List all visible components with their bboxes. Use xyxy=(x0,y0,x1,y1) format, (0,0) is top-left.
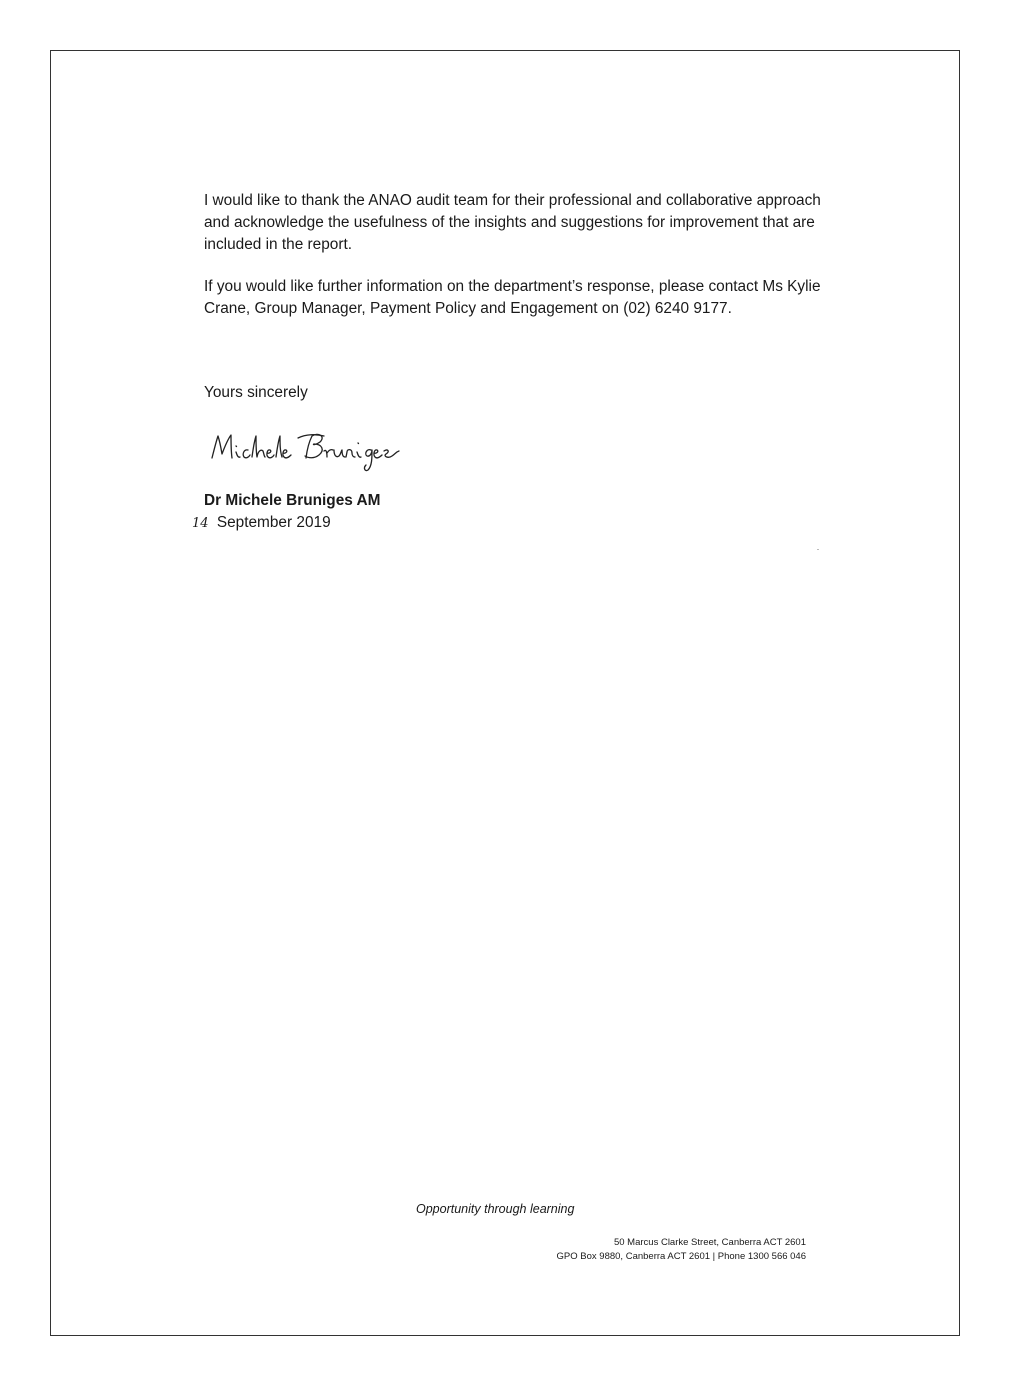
footer-address xyxy=(557,1236,806,1264)
body-paragraph-thanks: I would like to thank the ANAO audit team for their professional and collaborative approach and acknowledge the usefulness of the insights and suggestions for improvement that are included in the report. xyxy=(204,192,821,253)
footer-tagline: Opportunity through learning xyxy=(416,1202,575,1216)
date-day-handwritten: 14 xyxy=(192,516,209,531)
letter-date xyxy=(192,512,331,535)
scan-speck xyxy=(817,549,819,550)
address-line-postal-phone: GPO Box 9880, Canberra ACT 2601 | Phone 1300 566 046 xyxy=(556,1251,806,1262)
closing-salutation: Yours sincerely xyxy=(204,384,308,401)
date-month-year: September 2019 xyxy=(216,514,331,531)
address-line-street: 50 Marcus Clarke Street, Canberra ACT 2601 xyxy=(613,1237,806,1248)
signer-name: Dr Michele Bruniges AM xyxy=(204,492,381,509)
handwritten-signature xyxy=(206,424,416,476)
body-paragraph-contact: If you would like further information on the department’s response, please contact Ms Kylie Crane, Group Manager, Payment Policy and Engagement on (02) 6240 9177. xyxy=(204,278,821,317)
